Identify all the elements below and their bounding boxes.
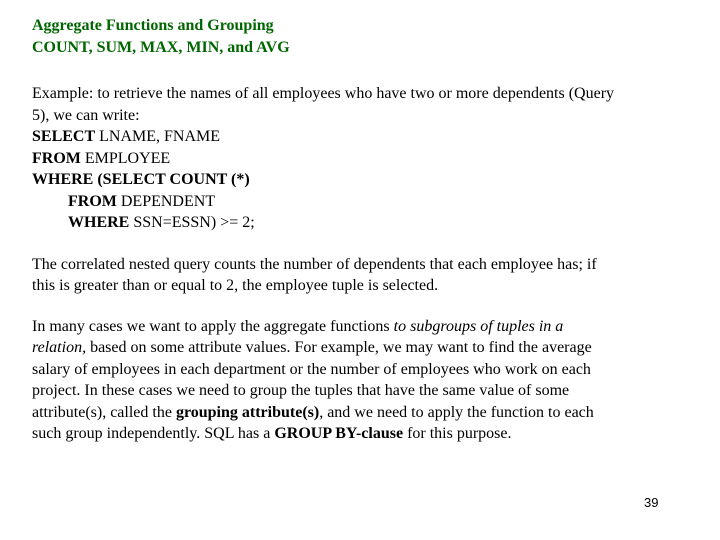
- example-intro-line-1: Example: to retrieve the names of all employees who have two or more dependents (Query: [32, 85, 615, 102]
- title-line-1: Aggregate Functions and Grouping: [32, 17, 274, 34]
- code-line: SELECT LNAME, FNAME: [32, 128, 221, 145]
- code-line: WHERE (SELECT COUNT (*): [32, 171, 250, 188]
- code-line: WHERE SSN=ESSN) >= 2;: [68, 214, 255, 231]
- paragraph-correlated-query: The correlated nested query counts the number of dependents that each employee has; if this is greater than or equal to 2, the employee tuple is selected.: [32, 255, 597, 294]
- code-line: FROM DEPENDENT: [68, 192, 216, 210]
- example-intro-line-2: 5), we can write:: [32, 106, 140, 124]
- code-line: FROM EMPLOYEE: [32, 149, 171, 167]
- sql-code-block: [32, 126, 692, 234]
- slide-body: [32, 83, 692, 445]
- title-line-2: COUNT, SUM, MAX, MIN, and AVG: [32, 39, 290, 56]
- grouping-attribute-term: grouping attribute(s): [175, 403, 320, 421]
- paragraph-grouping: In many cases we want to apply the aggregate functions to subgroups of tuples in a relation, based on some attribute values. For example, we may want to find the average salary of employees in each department or the number of employees who work on each project. In these cases we need to group the tuples that have the same value of some attribute(s), called the grouping attribute(s), and we need to apply the function to each such group independently. SQL has a GROUP BY-clause for this purpose.: [32, 317, 594, 442]
- group-by-term: GROUP BY-clause: [274, 425, 404, 442]
- example-intro: [32, 83, 692, 126]
- slide-title: [32, 15, 290, 59]
- page-number: 39: [644, 495, 659, 510]
